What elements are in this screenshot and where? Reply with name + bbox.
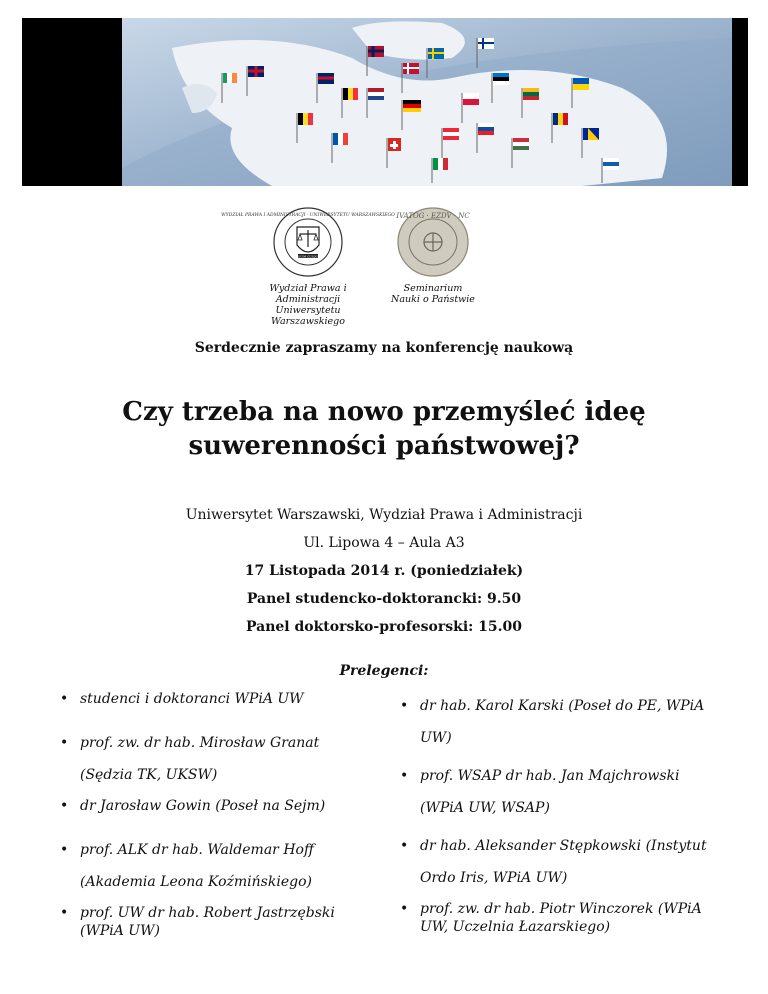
europe-flags-illustration: [22, 18, 748, 186]
panel-student: Panel studencko-doktorancki: 9.50: [246, 591, 522, 607]
speaker-item: • prof. ALK dr hab. Waldemar Hoff (Akademia Leona Koźmińskiego): [58, 834, 368, 898]
speaker-item: • prof. UW dr hab. Robert Jastrzębski (WPiA UW): [58, 904, 368, 940]
speaker-item: • prof. WSAP dr hab. Jan Majchrowski (WPiA UW, WSAP): [398, 760, 718, 824]
faculty-logo: [221, 205, 395, 327]
event-details: [0, 505, 768, 645]
venue: Uniwersytet Warszawski, Wydział Prawa i Administracji: [185, 507, 583, 523]
speaker-item: • prof. zw. dr hab. Piotr Winczorek (WPiA UW, Uczelnia Łazarskiego): [398, 900, 718, 936]
seminar-coin-icon: [395, 205, 471, 279]
event-date: 17 Listopada 2014 r. (poniedziałek): [244, 563, 524, 579]
speakers-right-column: [398, 690, 718, 955]
seminar-logo: [378, 205, 488, 305]
speaker-item: • dr hab. Karol Karski (Poseł do PE, WPiA UW): [398, 690, 718, 754]
panel-professor: Panel doktorsko-profesorski: 15.00: [245, 619, 523, 635]
svg-text:IVATOG · EZDV · NC: IVATOG · EZDV · NC: [396, 212, 470, 220]
seminar-name-line2: Nauki o Państwie: [391, 294, 475, 305]
faculty-name-line2: Uniwersytetu Warszawskiego: [271, 305, 345, 327]
seminar-name-line1: Seminarium: [403, 283, 463, 294]
title-line-2: suwerenności państwowej?: [188, 431, 580, 461]
conference-title: [0, 395, 768, 463]
address: Ul. Lipowa 4 – Aula A3: [303, 535, 465, 551]
header-banner-image: [22, 18, 748, 186]
faculty-seal-icon: [221, 205, 395, 279]
speakers-left-column: [58, 690, 368, 959]
speakers-heading: Prelegenci:: [339, 663, 429, 679]
logos-row: [0, 205, 768, 327]
svg-text:WYDZIAŁ PRAWA I ADMINISTRACJI: WYDZIAŁ PRAWA I ADMINISTRACJI · UNIWERSYTETU WARSZAWSKIEGO: [221, 213, 395, 218]
title-line-1: Czy trzeba na nowo przemyśleć ideę: [122, 397, 646, 427]
invitation-text: Serdecznie zapraszamy na konferencję naukową: [194, 340, 574, 356]
speaker-item: • prof. zw. dr hab. Mirosław Granat (Sędzia TK, UKSW): [58, 727, 368, 791]
speaker-item: • dr Jarosław Gowin (Poseł na Sejm): [58, 797, 368, 815]
speaker-item: • dr hab. Aleksander Stępkowski (Instytut Ordo Iris, WPiA UW): [398, 830, 718, 894]
speaker-item: • studenci i doktoranci WPiA UW: [58, 690, 368, 708]
faculty-name-line1: Wydział Prawa i Administracji: [269, 283, 347, 305]
svg-text:SUUM CUIQUE: SUUM CUIQUE: [295, 254, 321, 259]
